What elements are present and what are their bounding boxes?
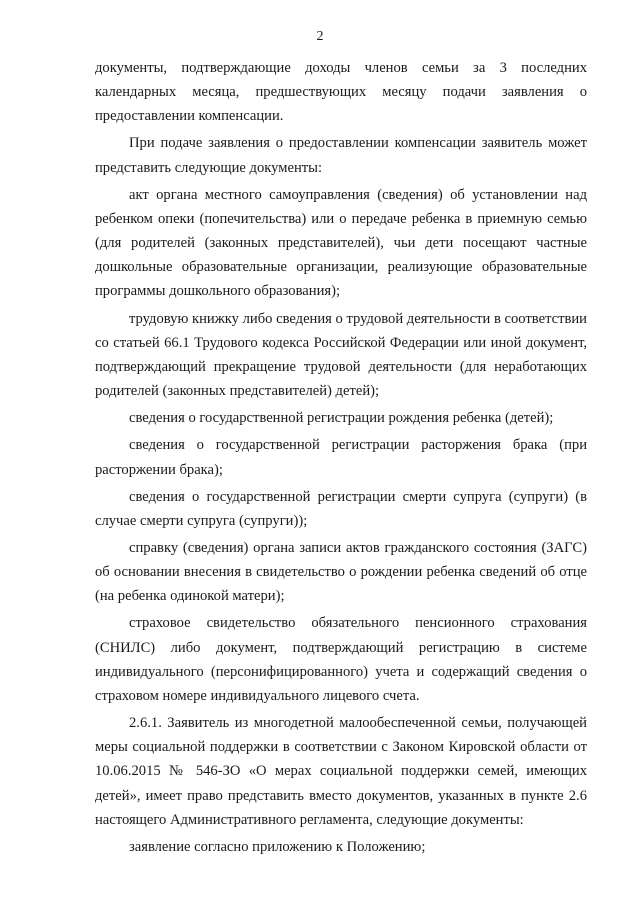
list-item-employment-record: трудовую книжку либо сведения о трудовой деятельности в соответствии со статьей 66.1 Трудового кодекса Российской Федерации или иной документ, подтверждающий прекращение трудовой деятельности (для неработающих родителей (законных представителей) детей); [95,310,587,400]
document-body [95,56,587,859]
list-item-divorce-registration: сведения о государственной регистрации расторжения брака (при расторжении брака); [95,437,587,478]
paragraph-2-6-1: 2.6.1. Заявитель из многодетной малообеспеченной семьи, получающей меры социальной поддержки в соответствии с Законом Кировской области от 10.06.2015 № 546-ЗО «О мерах социальной поддержки семей, имеющих детей», имеет право представить вместо документов, указанных в пункте 2.6 настоящего Административного регламента, следующие документы: [95,715,587,828]
list-item-guardianship-act: акт органа местного самоуправления (сведения) об установлении над ребенком опеки (попечительства) или о передаче ребенка в приемную семью (для родителей (законных представителей), чьи дети посещают частные дошкольные образовательные организации, реализующие образовательные программы дошкольного образования); [95,186,587,300]
page-number: 2 [316,29,324,44]
list-item-zags-certificate: справку (сведения) органа записи актов гражданского состояния (ЗАГС) об основании внесения в свидетельство о рождении ребенка сведений об отце (на ребенка одинокой матери); [95,539,587,605]
list-item-snils: страховое свидетельство обязательного пенсионного страхования (СНИЛС) либо документ, подтверждающий регистрацию в системе индивидуального (персонифицированного) учета и содержащий сведения о страховом номере индивидуального лицевого счета. [95,615,587,704]
list-item-death-registration: сведения о государственной регистрации смерти супруга (супруги) (в случае смерти супруга (супруги)); [95,488,587,529]
paragraph-optional-documents-intro: При подаче заявления о предоставлении компенсации заявитель может представить следующие документы: [95,135,587,176]
list-item-application-form: заявление согласно приложению к Положению; [129,838,426,855]
paragraph-income-documents: документы, подтверждающие доходы членов семьи за 3 последних календарных месяца, предшествующих месяцу подачи заявления о предоставлении компенсации. [95,60,587,125]
list-item-birth-registration: сведения о государственной регистрации рождения ребенка (детей); [129,410,554,427]
